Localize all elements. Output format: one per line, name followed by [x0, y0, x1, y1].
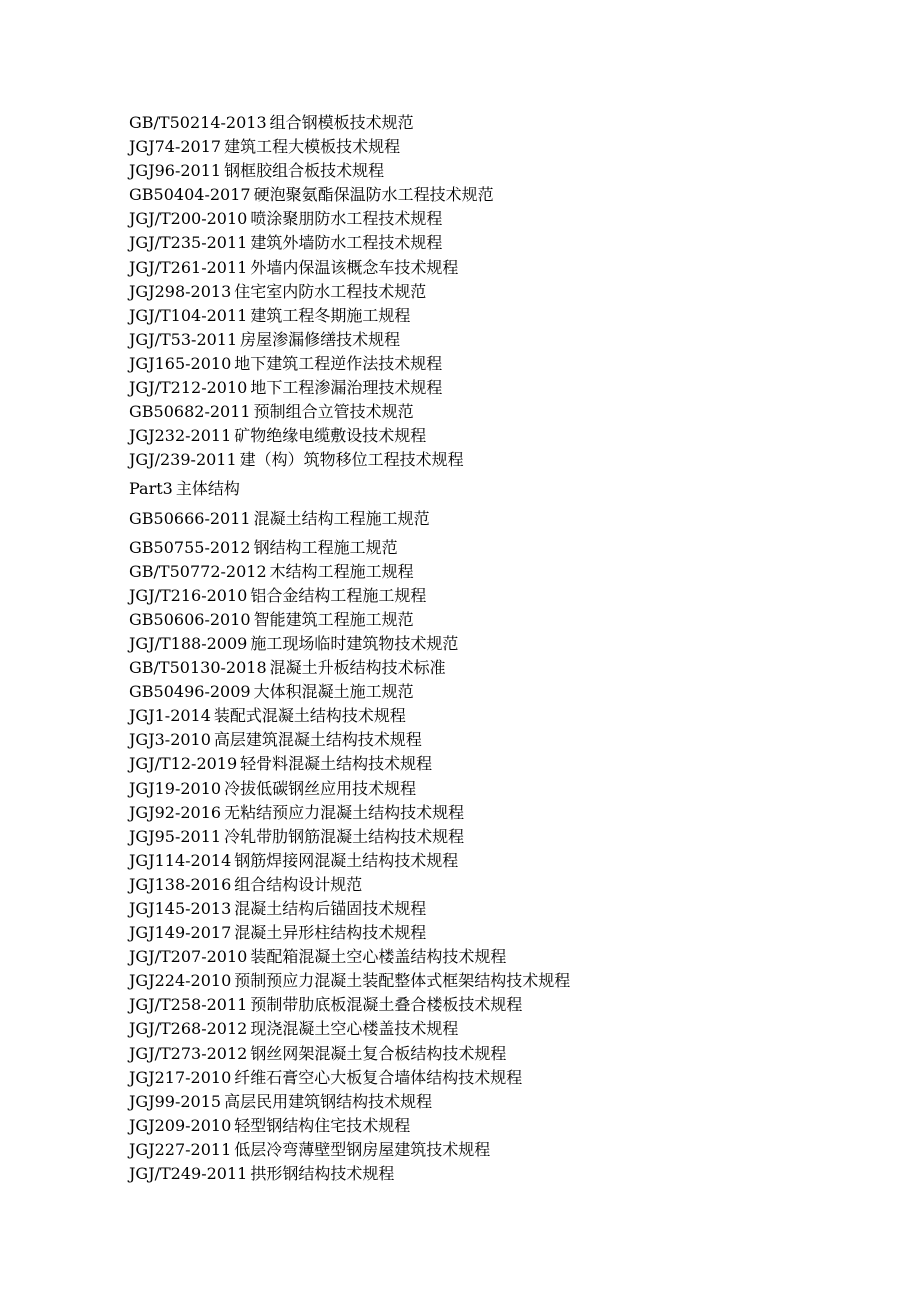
standard-title: 外墙内保温该概念车技术规程 — [250, 257, 459, 277]
standard-entry — [129, 632, 889, 656]
standard-entry — [129, 135, 889, 159]
standard-entry — [129, 424, 889, 448]
standard-title: 无粘结预应力混凝土结构技术规程 — [224, 802, 465, 822]
standard-code: JGJ/T235-2011 — [129, 233, 248, 253]
standard-entry — [129, 704, 889, 728]
standard-title: 建（构）筑物移位工程技术规程 — [239, 450, 464, 470]
standard-title: 冷轧带肋钢筋混凝土结构技术规程 — [224, 826, 465, 846]
standard-entry — [129, 969, 889, 993]
standard-entry — [129, 752, 889, 776]
standard-entry — [129, 328, 889, 352]
standard-entry — [129, 256, 889, 280]
standard-code: JGJ96-2011 — [129, 161, 222, 181]
standard-title: 铝合金结构工程施工规程 — [250, 585, 427, 605]
standard-code: JGJ/T104-2011 — [129, 305, 248, 325]
standard-entry — [129, 1090, 889, 1114]
standard-title: 建筑工程冬期施工规程 — [250, 305, 411, 325]
standards-list — [129, 111, 889, 1186]
standard-entry — [129, 584, 889, 608]
standard-title: 混凝土升板结构技术标准 — [269, 658, 446, 678]
standard-code: JGJ/T268-2012 — [129, 1019, 248, 1039]
standard-entry — [129, 536, 889, 560]
standard-title: 木结构工程施工规程 — [269, 561, 414, 581]
standard-title: 混凝土结构工程施工规范 — [253, 508, 430, 528]
standard-code: GB/T50130-2018 — [129, 658, 267, 678]
standard-entry — [129, 945, 889, 969]
standard-code: JGJ/T200-2010 — [129, 209, 248, 229]
standard-entry — [129, 280, 889, 304]
standard-title: 轻骨料混凝土结构技术规程 — [240, 754, 433, 774]
standard-entry — [129, 1138, 889, 1162]
standard-entry — [129, 921, 889, 945]
standard-code: JGJ19-2010 — [129, 778, 222, 798]
standard-code: JGJ3-2010 — [129, 730, 211, 750]
standard-code: JGJ138-2016 — [129, 874, 232, 894]
standard-title: 冷拔低碳钢丝应用技术规程 — [224, 778, 417, 798]
standard-entry — [129, 111, 889, 135]
standard-code: GB50606-2010 — [129, 609, 251, 629]
standard-code: JGJ298-2013 — [129, 281, 232, 301]
standard-code: JGJ/T12-2019 — [129, 754, 238, 774]
standard-entry — [129, 825, 889, 849]
standard-code: GB50682-2011 — [129, 402, 251, 422]
standard-title: 地下工程渗漏治理技术规程 — [250, 378, 443, 398]
standard-title: 现浇混凝土空心楼盖技术规程 — [250, 1019, 459, 1039]
standard-entry — [129, 507, 889, 531]
standard-code: JGJ1-2014 — [129, 706, 211, 726]
standard-entry — [129, 897, 889, 921]
standard-code: JGJ165-2010 — [129, 353, 232, 373]
standard-title: 纤维石膏空心大板复合墙体结构技术规程 — [234, 1067, 523, 1087]
standard-code: JGJ/T261-2011 — [129, 257, 248, 277]
section-title: 主体结构 — [175, 479, 240, 499]
standard-title: 钢丝网架混凝土复合板结构技术规程 — [250, 1043, 507, 1063]
standard-entry — [129, 1162, 889, 1186]
standard-title: 装配箱混凝土空心楼盖结构技术规程 — [250, 947, 507, 967]
standard-title: 混凝土结构后锚固技术规程 — [234, 899, 427, 918]
standard-code: JGJ217-2010 — [129, 1067, 232, 1087]
standard-code: JGJ/T249-2011 — [129, 1164, 248, 1184]
standard-title: 住宅室内防水工程技术规范 — [234, 281, 427, 301]
standard-code: JGJ/T53-2011 — [129, 329, 238, 349]
standard-entry — [129, 728, 889, 752]
standard-entry — [129, 873, 889, 897]
standard-title: 智能建筑工程施工规范 — [253, 609, 414, 629]
standard-title: 轻型钢结构住宅技术规程 — [234, 1115, 411, 1135]
standard-entry — [129, 1042, 889, 1066]
standard-title: 预制预应力混凝土装配整体式框架结构技术规程 — [234, 971, 571, 991]
standard-title: 喷涂聚朋防水工程技术规程 — [250, 209, 443, 229]
standard-entry — [129, 801, 889, 825]
standard-code: JGJ149-2017 — [129, 923, 232, 943]
standard-code: GB50666-2011 — [129, 508, 251, 528]
standard-code: GB50755-2012 — [129, 537, 251, 557]
standard-title: 组合钢模板技术规范 — [269, 113, 414, 132]
section-number: Part3 — [129, 479, 173, 499]
standard-entry — [129, 376, 889, 400]
standard-code: JGJ/T212-2010 — [129, 378, 248, 398]
standard-title: 建筑工程大模板技术规程 — [224, 137, 401, 157]
standard-code: JGJ224-2010 — [129, 971, 232, 991]
standard-entry — [129, 777, 889, 801]
standard-title: 钢框胶组合板技术规程 — [224, 161, 385, 181]
standard-code: JGJ92-2016 — [129, 802, 222, 822]
standard-code: JGJ/T207-2010 — [129, 947, 248, 967]
standard-entry — [129, 159, 889, 183]
section-heading — [129, 477, 889, 501]
standard-code: JGJ/T273-2012 — [129, 1043, 248, 1063]
standard-entry — [129, 608, 889, 632]
standard-title: 地下建筑工程逆作法技术规程 — [234, 353, 443, 373]
standard-title: 矿物绝缘电缆敷设技术规程 — [234, 426, 427, 446]
standard-entry — [129, 680, 889, 704]
standard-code: JGJ/239-2011 — [129, 450, 237, 470]
standard-code: JGJ114-2014 — [129, 850, 232, 870]
standard-code: JGJ/T258-2011 — [129, 995, 248, 1015]
standard-entry — [129, 1017, 889, 1041]
standard-entry — [129, 849, 889, 873]
standard-entry — [129, 1114, 889, 1138]
standard-title: 钢筋焊接网混凝土结构技术规程 — [234, 850, 459, 870]
standard-code: JGJ/T188-2009 — [129, 633, 248, 653]
standard-title: 组合结构设计规范 — [234, 874, 363, 894]
standard-code: JGJ227-2011 — [129, 1139, 232, 1159]
standard-entry — [129, 400, 889, 424]
standard-title: 预制组合立管技术规范 — [253, 402, 414, 422]
standard-title: 预制带肋底板混凝土叠合楼板技术规程 — [250, 995, 523, 1015]
standard-title: 装配式混凝土结构技术规程 — [213, 706, 406, 726]
standard-code: JGJ145-2013 — [129, 899, 232, 918]
standard-entry — [129, 183, 889, 207]
standard-title: 低层冷弯薄壁型钢房屋建筑技术规程 — [234, 1139, 491, 1159]
standard-entry — [129, 448, 889, 472]
standard-code: GB50404-2017 — [129, 185, 251, 205]
standard-code: JGJ95-2011 — [129, 826, 222, 846]
standard-title: 拱形钢结构技术规程 — [250, 1164, 395, 1184]
standard-title: 房屋渗漏修缮技术规程 — [240, 329, 401, 349]
standard-entry — [129, 207, 889, 231]
standard-code: JGJ/T216-2010 — [129, 585, 248, 605]
standard-entry — [129, 304, 889, 328]
standard-code: JGJ209-2010 — [129, 1115, 232, 1135]
standard-entry — [129, 993, 889, 1017]
standard-code: JGJ74-2017 — [129, 137, 222, 157]
standard-code: GB/T50214-2013 — [129, 113, 267, 132]
standard-entry — [129, 560, 889, 584]
standard-entry — [129, 656, 889, 680]
standard-title: 混凝土异形柱结构技术规程 — [234, 923, 427, 943]
standard-code: GB50496-2009 — [129, 682, 251, 702]
standard-code: GB/T50772-2012 — [129, 561, 267, 581]
standard-title: 高层民用建筑钢结构技术规程 — [224, 1091, 433, 1111]
standard-title: 施工现场临时建筑物技术规范 — [250, 633, 459, 653]
standard-entry — [129, 1066, 889, 1090]
standard-entry — [129, 231, 889, 255]
standard-entry — [129, 352, 889, 376]
standard-title: 大体积混凝土施工规范 — [253, 682, 414, 702]
standard-title: 建筑外墙防水工程技术规程 — [250, 233, 443, 253]
standard-title: 高层建筑混凝土结构技术规程 — [213, 730, 422, 750]
standard-code: JGJ99-2015 — [129, 1091, 222, 1111]
standard-code: JGJ232-2011 — [129, 426, 232, 446]
standard-title: 硬泡聚氨酯保温防水工程技术规范 — [253, 185, 494, 205]
standard-title: 钢结构工程施工规范 — [253, 537, 398, 557]
